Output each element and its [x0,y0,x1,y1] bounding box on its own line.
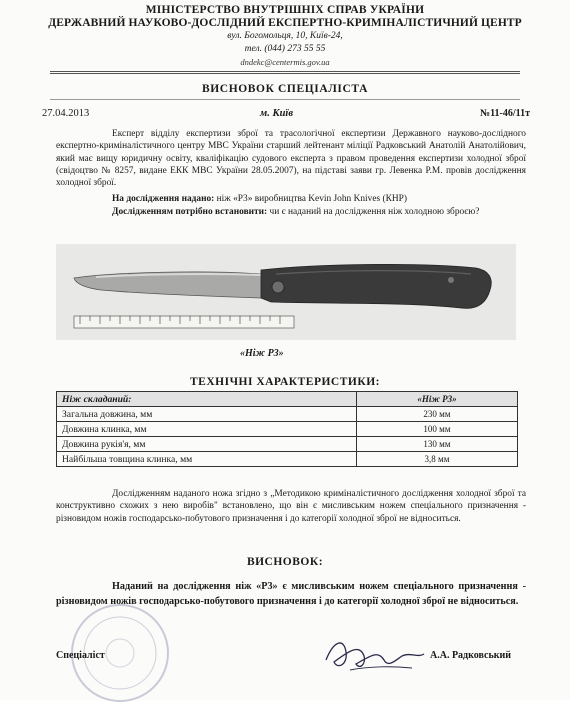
object-label: На дослідження надано: [112,194,215,204]
table-row [57,422,518,437]
tech-title: ТЕХНІЧНІ ХАРАКТЕРИСТИКИ: [190,376,380,388]
object-text: ніж «Р3» виробництва Kevin John Knives (КНР) [214,194,407,204]
question-paragraph [56,206,526,218]
document-number: №11-46/11т [480,108,530,119]
row-value: 3,8 мм [357,452,518,467]
table-row [57,437,518,452]
photo-caption: «Ніж Р3» [240,348,284,359]
specialist-label: Спеціаліст [56,650,105,661]
document-date: 27.04.2013 [42,108,90,119]
analysis-paragraph: Дослідженням наданого ножа згідно з „Методикою криміналістичного дослідження холодної зброї та конструктивно схожих з нею виробів" встановлено, що він є мисливським ножем спеціального призначення - різновидом ножів господарсько-побутового призначення і до категорії холодної зброї не відноситься. [56,489,526,524]
object-paragraph [56,193,526,205]
row-value: 230 мм [357,407,518,422]
row-label: Ніж складаний: [57,392,357,407]
question-text: чи є наданий на дослідження ніж холодною зброєю? [267,207,480,217]
address-line: вул. Богомольця, 10, Київ-24, [227,31,343,41]
row-label: Найбільша товщина клинка, мм [57,452,357,467]
email-line: dndekc@centermis.gov.ua [240,57,330,67]
verdict-title: ВИСНОВОК: [246,556,324,568]
document-title: ВИСНОВОК СПЕЦІАЛІСТА [201,83,369,95]
document-city: м. Київ [260,108,294,119]
table-row [57,392,518,407]
row-value: 100 мм [357,422,518,437]
intro-paragraph: Експерт відділу експертизи зброї та трасологічної експертизи Державного науково-дослідного експертно-криміналістичного центру МВС України старший лейтенант міліції Радковський Анатолій Анатолійович, який має вищу юридичну освіту, кваліфікацію судового експерта з правом проведення експертизи холодної зброї (свідоцтво № 8257, видане ЕКК МВС України 28.05.2007), на підставі заяви гр. Левенка Р.М. провів дослідження холодної зброї. [56,129,526,189]
handwritten-signature [320,630,430,678]
verdict-paragraph: Наданий на дослідження ніж «Р3» є мисливським ножем спеціального призначення - різновидом ножів господарсько-побутового призначення і до категорії холодної зброї не відноситься. [56,581,526,607]
phone-line: тел. (044) 273 55 55 [244,44,326,54]
row-value: 130 мм [357,437,518,452]
center-heading: ДЕРЖАВНИЙ НАУКОВО-ДОСЛІДНИЙ ЕКСПЕРТНО-КРИМІНАЛІСТИЧНИЙ ЦЕНТР [48,17,522,29]
table-row [57,452,518,467]
specialist-name: А.А. Радковський [430,650,512,661]
title-divider [50,99,520,100]
table-row [57,407,518,422]
row-label: Довжина рукія'я, мм [57,437,357,452]
row-label: Довжина клинка, мм [57,422,357,437]
ministry-heading: МІНІСТЕРСТВО ВНУТРІШНІХ СПРАВ УКРАЇНИ [145,4,425,16]
header-divider [50,71,520,72]
question-label: Дослідженням потрібно встановити: [112,207,268,217]
header-divider-2 [50,73,520,74]
row-value: «Ніж Р3» [357,392,518,407]
tech-table [56,391,518,467]
knife-photo [56,244,516,340]
row-label: Загальна довжина, мм [57,407,357,422]
